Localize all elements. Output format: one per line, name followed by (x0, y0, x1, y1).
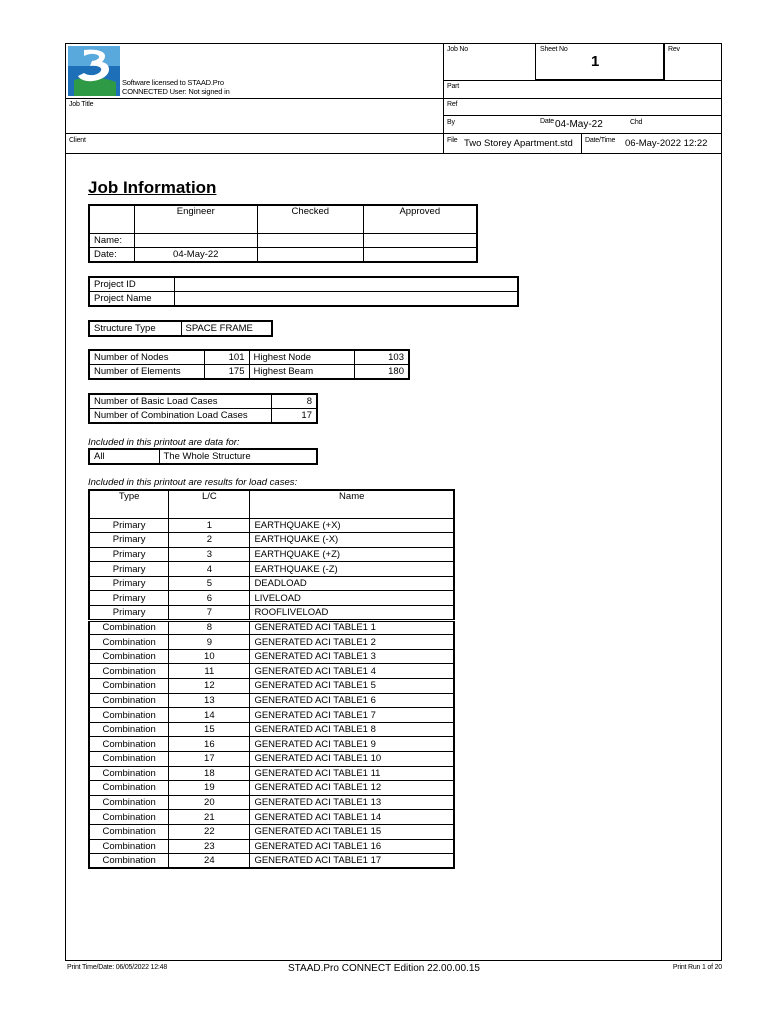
load-case-type: Combination (89, 824, 169, 839)
client-label: Client (69, 137, 86, 144)
load-case-number: 6 (169, 591, 250, 606)
table-row (89, 781, 454, 796)
load-case-type: Combination (89, 737, 169, 752)
table-row (89, 679, 454, 694)
elements-label: Number of Elements (89, 365, 204, 380)
load-case-name: DEADLOAD (250, 576, 454, 591)
part-label: Part (447, 83, 460, 90)
date-label: Date (540, 118, 554, 125)
load-case-name: GENERATED ACI TABLE1 13 (250, 795, 454, 810)
header-line (581, 133, 582, 153)
load-case-number: 15 (169, 722, 250, 737)
date-value: 04-May-22 (555, 119, 603, 130)
load-case-name: EARTHQUAKE (-Z) (250, 562, 454, 577)
included-description: The Whole Structure (159, 449, 317, 464)
structure-table (88, 320, 273, 337)
table-row (89, 810, 454, 825)
highest-beam-value: 180 (354, 365, 409, 380)
header-line (66, 153, 722, 154)
signoff-cell (363, 233, 477, 248)
bentley-logo-icon (68, 46, 120, 96)
load-case-type: Combination (89, 708, 169, 723)
project-id-label: Project ID (89, 277, 174, 292)
load-case-type: Primary (89, 518, 169, 533)
signoff-corner (89, 205, 134, 233)
included-data-table (88, 448, 318, 465)
table-row (89, 824, 454, 839)
load-case-type: Primary (89, 562, 169, 577)
rev-label: Rev (668, 46, 680, 53)
table-row (89, 854, 454, 869)
load-case-name: GENERATED ACI TABLE1 11 (250, 766, 454, 781)
license-line-2: CONNECTED User: Not signed in (122, 87, 230, 96)
highest-node-label: Highest Node (249, 350, 354, 365)
table-row (89, 606, 454, 621)
load-case-name: ROOFLIVELOAD (250, 606, 454, 621)
load-case-name: GENERATED ACI TABLE1 7 (250, 708, 454, 723)
load-case-number: 2 (169, 533, 250, 548)
load-case-type: Combination (89, 635, 169, 650)
load-cases-table (88, 489, 455, 869)
col-lc: L/C (169, 490, 250, 518)
table-row (89, 708, 454, 723)
load-case-number: 23 (169, 839, 250, 854)
print-run: Print Run 1 of 20 (672, 964, 722, 971)
license-text (122, 78, 230, 96)
signoff-cell: 04-May-22 (134, 248, 258, 263)
project-id-value (174, 277, 518, 292)
load-case-type: Primary (89, 547, 169, 562)
datetime-label: Date/Time (585, 137, 616, 144)
signoff-cell (363, 248, 477, 263)
product-version: STAAD.Pro CONNECT Edition 22.00.00.15 (288, 963, 480, 974)
load-case-name: GENERATED ACI TABLE1 14 (250, 810, 454, 825)
header-line (443, 115, 722, 116)
table-row (89, 591, 454, 606)
load-case-name: GENERATED ACI TABLE1 6 (250, 693, 454, 708)
basic-load-value: 8 (271, 394, 317, 409)
file-label: File (447, 137, 458, 144)
table-row (89, 664, 454, 679)
load-case-type: Combination (89, 810, 169, 825)
load-case-type: Primary (89, 576, 169, 591)
project-name-label: Project Name (89, 292, 174, 307)
load-case-type: Combination (89, 795, 169, 810)
load-case-name: GENERATED ACI TABLE1 5 (250, 679, 454, 694)
load-case-number: 24 (169, 854, 250, 869)
header-line (66, 98, 443, 99)
included-data-note: Included in this printout are data for: (88, 437, 240, 448)
sheet-no-label: Sheet No (540, 46, 568, 53)
load-case-number: 12 (169, 679, 250, 694)
load-case-name: EARTHQUAKE (-X) (250, 533, 454, 548)
load-case-number: 19 (169, 781, 250, 796)
load-counts-table (88, 393, 318, 424)
load-case-number: 22 (169, 824, 250, 839)
datetime-value: 06-May-2022 12:22 (625, 138, 708, 149)
signoff-row-label: Date: (89, 248, 134, 263)
load-case-number: 20 (169, 795, 250, 810)
load-case-name: GENERATED ACI TABLE1 12 (250, 781, 454, 796)
signoff-table (88, 204, 478, 263)
load-case-type: Combination (89, 649, 169, 664)
load-case-type: Combination (89, 781, 169, 796)
nodes-value: 101 (204, 350, 249, 365)
load-case-name: GENERATED ACI TABLE1 9 (250, 737, 454, 752)
load-case-number: 8 (169, 620, 250, 635)
project-table (88, 276, 519, 307)
load-case-type: Combination (89, 839, 169, 854)
basic-load-label: Number of Basic Load Cases (89, 394, 271, 409)
load-case-number: 18 (169, 766, 250, 781)
table-row (89, 620, 454, 635)
signoff-row-label: Name: (89, 233, 134, 248)
load-case-type: Combination (89, 664, 169, 679)
load-case-number: 9 (169, 635, 250, 650)
print-time: Print Time/Date: 06/05/2022 12:48 (67, 964, 168, 971)
table-row (89, 693, 454, 708)
table-row (89, 752, 454, 767)
signoff-col-approved: Approved (363, 205, 477, 233)
counts-table (88, 349, 410, 380)
table-row (89, 722, 454, 737)
included-scope: All (89, 449, 159, 464)
load-case-number: 5 (169, 576, 250, 591)
combo-load-value: 17 (271, 409, 317, 424)
load-case-number: 1 (169, 518, 250, 533)
load-case-type: Combination (89, 693, 169, 708)
header-line (664, 43, 665, 80)
load-case-type: Combination (89, 722, 169, 737)
load-case-number: 21 (169, 810, 250, 825)
structure-type-value: SPACE FRAME (181, 321, 272, 336)
table-row (89, 576, 454, 591)
header-line (443, 133, 722, 134)
nodes-label: Number of Nodes (89, 350, 204, 365)
load-case-number: 7 (169, 606, 250, 621)
combo-load-label: Number of Combination Load Cases (89, 409, 271, 424)
table-row (89, 839, 454, 854)
load-case-name: EARTHQUAKE (+Z) (250, 547, 454, 562)
header-line (443, 98, 722, 99)
load-case-type: Combination (89, 766, 169, 781)
highest-node-value: 103 (354, 350, 409, 365)
table-row (89, 518, 454, 533)
load-cases-note: Included in this printout are results for load cases: (88, 477, 298, 488)
signoff-cell (134, 233, 258, 248)
license-line-1: Software licensed to STAAD.Pro (122, 78, 224, 87)
header-line (66, 133, 443, 134)
load-case-number: 17 (169, 752, 250, 767)
load-case-number: 11 (169, 664, 250, 679)
project-name-value (174, 292, 518, 307)
structure-type-label: Structure Type (89, 321, 181, 336)
chd-label: Chd (630, 119, 643, 126)
load-case-type: Combination (89, 620, 169, 635)
table-row (89, 737, 454, 752)
table-row (89, 795, 454, 810)
signoff-col-checked: Checked (258, 205, 364, 233)
load-case-name: GENERATED ACI TABLE1 3 (250, 649, 454, 664)
table-row (89, 649, 454, 664)
file-value: Two Storey Apartment.std (464, 138, 573, 149)
table-row (89, 547, 454, 562)
table-row (89, 562, 454, 577)
load-case-name: LIVELOAD (250, 591, 454, 606)
signoff-cell (258, 233, 364, 248)
load-case-type: Combination (89, 854, 169, 869)
load-case-name: GENERATED ACI TABLE1 10 (250, 752, 454, 767)
highest-beam-label: Highest Beam (249, 365, 354, 380)
load-case-name: GENERATED ACI TABLE1 8 (250, 722, 454, 737)
load-case-number: 14 (169, 708, 250, 723)
elements-value: 175 (204, 365, 249, 380)
load-case-number: 13 (169, 693, 250, 708)
load-case-number: 3 (169, 547, 250, 562)
job-no-label: Job No (447, 46, 468, 53)
table-row (89, 766, 454, 781)
table-row (89, 533, 454, 548)
load-case-name: GENERATED ACI TABLE1 2 (250, 635, 454, 650)
col-type: Type (89, 490, 169, 518)
load-case-type: Combination (89, 679, 169, 694)
load-case-name: GENERATED ACI TABLE1 17 (250, 854, 454, 869)
col-name: Name (250, 490, 454, 518)
load-case-name: GENERATED ACI TABLE1 16 (250, 839, 454, 854)
signoff-col-engineer: Engineer (134, 205, 258, 233)
ref-label: Ref (447, 101, 458, 108)
by-label: By (447, 119, 455, 126)
signoff-cell (258, 248, 364, 263)
load-case-name: GENERATED ACI TABLE1 4 (250, 664, 454, 679)
load-case-type: Primary (89, 606, 169, 621)
page-title: Job Information (88, 178, 217, 197)
load-case-name: GENERATED ACI TABLE1 15 (250, 824, 454, 839)
job-title-label: Job Title (69, 101, 94, 108)
load-case-number: 4 (169, 562, 250, 577)
load-case-name: GENERATED ACI TABLE1 1 (250, 620, 454, 635)
load-case-type: Combination (89, 752, 169, 767)
load-case-type: Primary (89, 591, 169, 606)
load-case-name: EARTHQUAKE (+X) (250, 518, 454, 533)
load-case-type: Primary (89, 533, 169, 548)
load-case-number: 16 (169, 737, 250, 752)
header-line (443, 80, 722, 81)
table-row (89, 635, 454, 650)
sheet-no-value: 1 (591, 53, 600, 70)
load-case-number: 10 (169, 649, 250, 664)
